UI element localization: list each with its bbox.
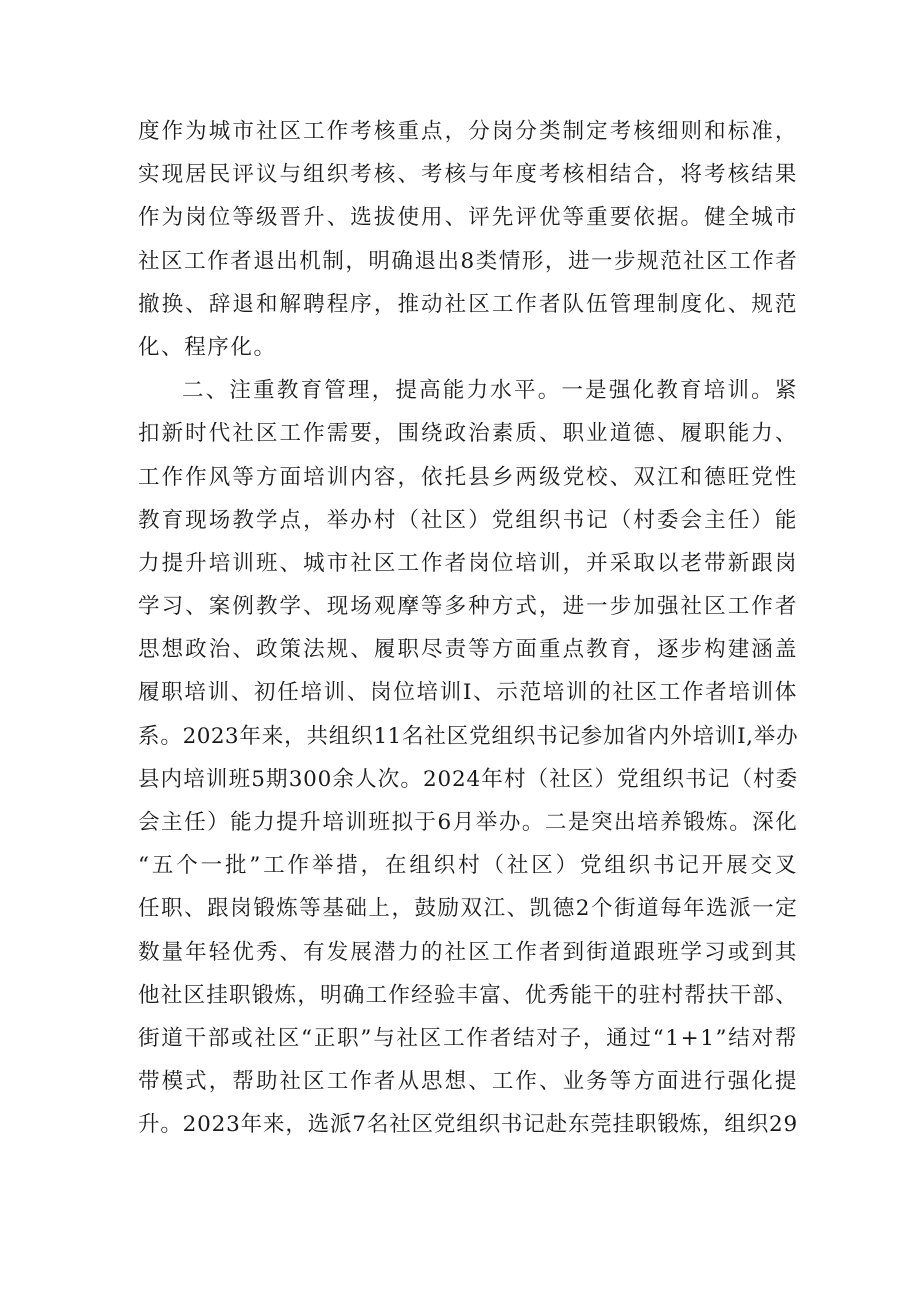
text-line: 思想政治、政策法规、履职尽责等方面重点教育，逐步构建涵盖 xyxy=(138,637,798,663)
section-heading-line: 二、注重教育管理，提高能力水平。一是强化教育培训。紧 xyxy=(182,378,798,404)
text-line: 街道干部或社区“正职”与社区工作者结对子，通过“1+1”结对帮 xyxy=(138,1025,798,1051)
text-line: 力提升培训班、城市社区工作者岗位培训，并采取以老带新跟岗 xyxy=(138,550,798,576)
text-line: 化、程序化。 xyxy=(138,334,277,360)
text-line: 度作为城市社区工作考核重点，分岗分类制定考核细则和标准， xyxy=(138,119,798,144)
body-text xyxy=(138,110,798,1147)
text-line: 撤换、辞退和解聘程序，推动社区工作者队伍管理制度化、规范 xyxy=(138,291,798,317)
text-line: “五个一批”工作举措，在组织村（社区）党组织书记开展交叉 xyxy=(138,853,798,879)
text-line: 教育现场教学点，举办村（社区）党组织书记（村委会主任）能 xyxy=(138,507,798,533)
text-line: 扣新时代社区工作需要，围绕政治素质、职业道德、履职能力、 xyxy=(138,421,798,447)
text-line: 学习、案例教学、现场观摩等多种方式，进一步加强社区工作者 xyxy=(138,594,798,620)
text-line: 数量年轻优秀、有发展潜力的社区工作者到街道跟班学习或到其 xyxy=(138,939,798,965)
text-line: 会主任）能力提升培训班拟于6月举办。二是突出培养锻炼。深化 xyxy=(138,810,798,835)
text-line: 他社区挂职锻炼，明确工作经验丰富、优秀能干的驻村帮扶干部、 xyxy=(138,982,798,1008)
text-line: 带模式，帮助社区工作者从思想、工作、业务等方面进行强化提 xyxy=(138,1069,798,1095)
text-line: 作为岗位等级晋升、选拔使用、评先评优等重要依据。健全城市 xyxy=(138,205,798,231)
text-line: 任职、跟岗锻炼等基础上，鼓励双江、凯德2个街道每年选派一定 xyxy=(138,896,798,922)
text-line: 系。2023年来，共组织11名社区党组织书记参加省内外培训I,举办 xyxy=(138,723,798,749)
text-line: 实现居民评议与组织考核、考核与年度考核相结合，将考核结果 xyxy=(138,162,798,188)
text-line: 县内培训班5期300余人次。2024年村（社区）党组织书记（村委 xyxy=(138,766,798,792)
text-line: 履职培训、初任培训、岗位培训I、示范培训的社区工作者培训体 xyxy=(138,680,798,706)
text-line: 升。2023年来，选派7名社区党组织书记赴东莞挂职锻炼，组织29 xyxy=(138,1112,798,1138)
text-line: 工作作风等方面培训内容，依托县乡两级党校、双江和德旺党性 xyxy=(138,464,798,490)
text-line: 社区工作者退出机制，明确退出8类情形，进一步规范社区工作者 xyxy=(138,248,798,274)
